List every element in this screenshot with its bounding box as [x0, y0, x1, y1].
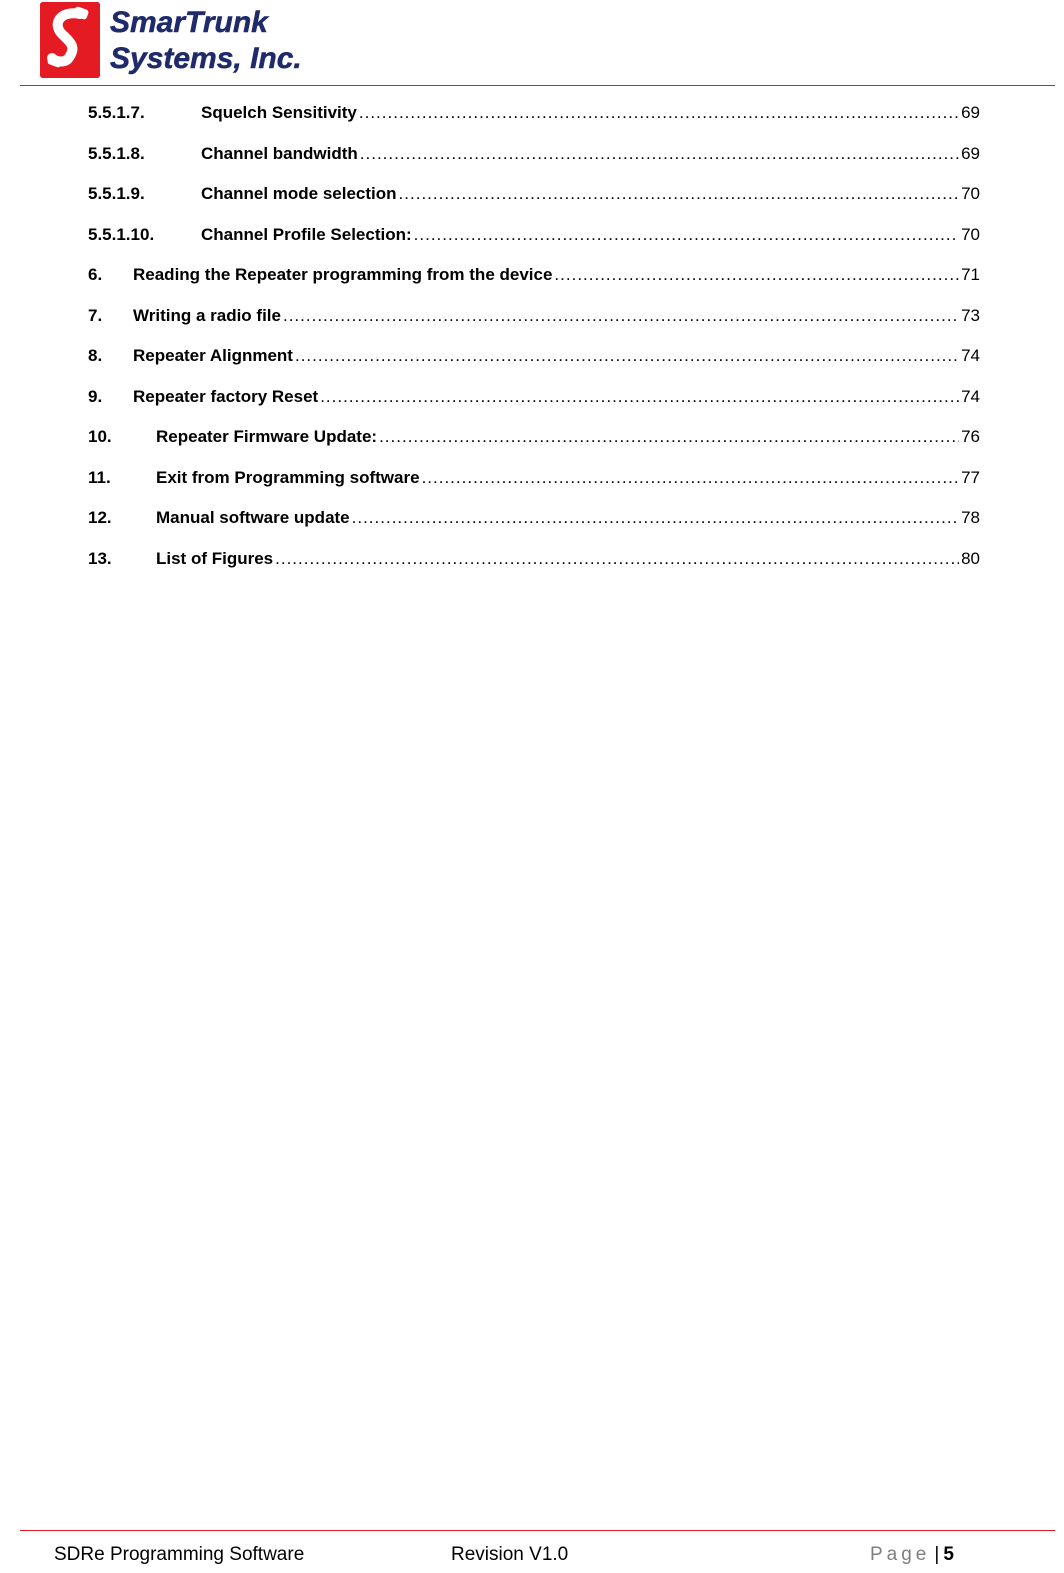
logo-line1: SmarTrunk: [110, 6, 268, 39]
footer-page-indicator: [870, 1540, 954, 1570]
toc-entry-page[interactable]: 69: [961, 143, 980, 163]
page-header: [0, 0, 1064, 86]
toc-dot-leader: [283, 303, 959, 329]
page-footer: [0, 1540, 1064, 1570]
toc-entry[interactable]: [88, 465, 980, 506]
toc-entry-page[interactable]: 70: [961, 224, 980, 244]
footer-divider: [20, 1530, 1055, 1531]
toc-entry[interactable]: [88, 424, 980, 465]
toc-entry-number: 9.: [88, 386, 103, 406]
footer-document-title: SDRe Programming Software: [54, 1544, 305, 1565]
toc-entry-page[interactable]: 74: [961, 346, 980, 365]
toc-entry-number: 10.: [88, 427, 112, 446]
toc-entry-page[interactable]: 78: [961, 508, 980, 527]
toc-entry-title[interactable]: Channel bandwidth: [201, 143, 358, 163]
toc-entry[interactable]: [88, 100, 980, 141]
toc-dot-leader: [414, 222, 959, 248]
toc-entry-page[interactable]: 70: [961, 184, 980, 203]
toc-entry-title[interactable]: Reading the Repeater programming from the device: [133, 265, 553, 284]
toc-entry-page[interactable]: 73: [961, 305, 980, 325]
toc-entry-number: 5.5.1.8.: [88, 143, 145, 163]
footer-separator: |: [934, 1544, 940, 1565]
toc-entry-number: 5.5.1.9.: [88, 184, 145, 203]
toc-entry-title[interactable]: Squelch Sensitivity: [201, 103, 357, 122]
footer-page-number: 5: [943, 1544, 954, 1565]
toc-dot-leader: [399, 181, 960, 207]
toc-entry-title[interactable]: Manual software update: [156, 508, 350, 527]
toc-entry-number: 12.: [88, 508, 112, 527]
toc-entry-title[interactable]: List of Figures: [156, 548, 274, 568]
toc-dot-leader: [275, 546, 959, 572]
toc-entry[interactable]: [88, 141, 980, 182]
toc-entry-page[interactable]: 77: [961, 467, 980, 487]
toc-dot-leader: [352, 505, 959, 531]
toc-entry-page[interactable]: 69: [961, 103, 980, 122]
toc-entry-title[interactable]: Channel mode selection: [201, 184, 397, 203]
toc-entry-number: 5.5.1.7.: [88, 103, 145, 122]
toc-entry[interactable]: [88, 262, 980, 303]
toc-dot-leader: [360, 141, 959, 167]
phone-s-logo-icon: [40, 2, 100, 78]
toc-dot-leader: [554, 262, 959, 288]
company-logo: [40, 2, 340, 78]
toc-dot-leader: [359, 100, 959, 126]
toc-entry-number: 8.: [88, 346, 103, 365]
toc-dot-leader: [320, 384, 959, 410]
toc-entry-page[interactable]: 76: [961, 427, 980, 446]
footer-revision: Revision V1.0: [451, 1544, 569, 1565]
header-divider: [20, 85, 1055, 86]
logo-line2: Systems, Inc.: [110, 42, 302, 75]
logo-wordmark: [108, 2, 338, 78]
toc-entry[interactable]: [88, 546, 980, 587]
toc-entry[interactable]: [88, 505, 980, 546]
toc-entry-number: 13.: [88, 548, 112, 568]
toc-entry[interactable]: [88, 384, 980, 425]
toc-entry-title[interactable]: Repeater Alignment: [133, 346, 293, 365]
toc-entry[interactable]: [88, 222, 980, 263]
toc-entry[interactable]: [88, 303, 980, 344]
table-of-contents: [88, 100, 980, 586]
toc-entry-number: 6.: [88, 265, 103, 284]
toc-entry[interactable]: [88, 181, 980, 222]
toc-entry-title[interactable]: Writing a radio file: [133, 305, 281, 325]
toc-entry-number: 11.: [88, 467, 111, 487]
toc-entry-number: 7.: [88, 305, 103, 325]
footer-page-label: Page: [870, 1544, 931, 1565]
toc-dot-leader: [379, 424, 959, 450]
toc-entry-page[interactable]: 80: [961, 548, 980, 568]
toc-dot-leader: [295, 343, 959, 369]
toc-entry-page[interactable]: 71: [961, 265, 980, 284]
toc-entry[interactable]: [88, 343, 980, 384]
toc-dot-leader: [422, 465, 960, 491]
toc-entry-title[interactable]: Exit from Programming software: [156, 467, 420, 487]
toc-entry-page[interactable]: 74: [961, 386, 980, 406]
toc-entry-title[interactable]: Repeater factory Reset: [133, 386, 319, 406]
toc-entry-title[interactable]: Channel Profile Selection:: [201, 224, 412, 244]
toc-entry-title[interactable]: Repeater Firmware Update:: [156, 427, 378, 446]
toc-entry-number: 5.5.1.10.: [88, 224, 155, 244]
